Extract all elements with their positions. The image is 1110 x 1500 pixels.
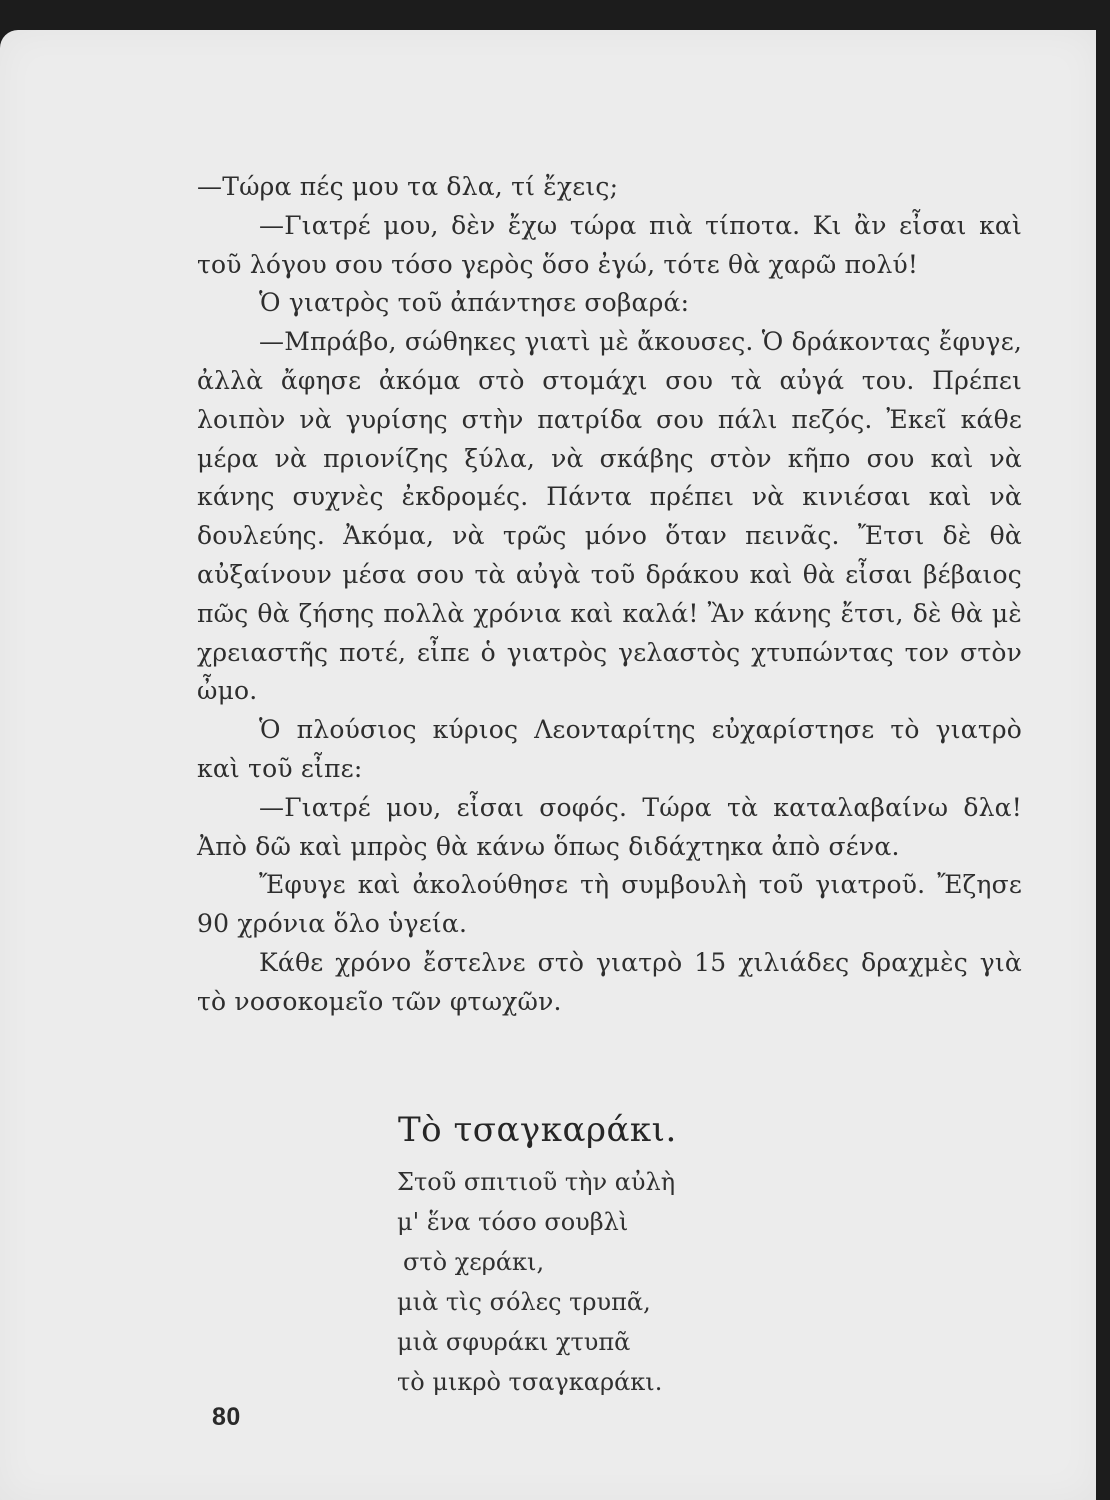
paragraph: —Γιατρέ μου, εἶσαι σοφός. Τώρα τὰ καταλαβαίνω δλα! Ἀπὸ δῶ καὶ μπρὸς θὰ κάνω ὅπως διδάχτηκα ἀπὸ σένα.	[197, 792, 1022, 861]
paragraph: —Μπράβο, σώθηκες γιατὶ μὲ ἄκουσες. Ὁ δράκοντας ἔφυγε, ἀλλὰ ἄφησε ἀκόμα στὸ στομάχι σου τὰ αὐγά του. Πρέπει λοιπὸν νὰ γυρίσης στὴν πατρίδα σου πάλι πεζός. Ἐκεῖ κάθε μέρα νὰ πριονίζης ξύλα, νὰ σκάβης στὸν κῆπο σου καὶ νὰ κάνης συχνὲς ἐκδρομές. Πάντα πρέπει νὰ κινιέσαι καὶ νὰ δουλεύης. Ἀκόμα, νὰ τρῶς μόνο ὅταν πεινᾶς. Ἔτσι δὲ θὰ αὐξαίνουν μέσα σου τὰ αὐγὰ τοῦ δράκου καὶ θὰ εἶσαι βέβαιος πῶς θὰ ζήσης πολλὰ χρόνια καὶ καλά! Ἂν κάνης ἔτσι, δὲ θὰ μὲ χρειαστῆς ποτέ, εἶπε ὁ γιατρὸς γελαστὸς χτυπώντας τον στὸν ὦμο.	[197, 327, 1022, 706]
book-page	[0, 30, 1096, 1500]
page-number: 80	[212, 1403, 241, 1431]
prose-text	[197, 168, 1022, 1022]
poem-line: μιὰ σφυράκι χτυπᾶ	[397, 1328, 631, 1356]
poem	[397, 1162, 675, 1402]
paragraph: Ὁ γιατρὸς τοῦ ἀπάντησε σοβαρά:	[259, 288, 690, 318]
poem-line: Στοῦ σπιτιοῦ τὴν αὐλὴ	[397, 1168, 676, 1196]
poem-line: μιὰ τὶς σόλες τρυπᾶ,	[397, 1288, 651, 1316]
paragraph: Ὁ πλούσιος κύριος Λεονταρίτης εὐχαρίστησε τὸ γιατρὸ καὶ τοῦ εἶπε:	[197, 715, 1022, 783]
poem-line: στὸ χεράκι,	[403, 1248, 545, 1276]
poem-line: μ' ἕνα τόσο σουβλὶ	[397, 1208, 629, 1236]
poem-line: τὸ μικρὸ τσαγκαράκι.	[397, 1368, 663, 1396]
paragraph: —Γιατρέ μου, δὲν ἔχω τώρα πιὰ τίποτα. Κι ἂν εἶσαι καὶ τοῦ λόγου σου τόσο γερὸς ὅσο ἐγώ, τότε θὰ χαρῶ πολύ!	[197, 210, 1022, 279]
poem-title: Τὸ τσαγκαράκι.	[398, 1110, 677, 1150]
paragraph: Ἔφυγε καὶ ἀκολούθησε τὴ συμβουλὴ τοῦ γιατροῦ. Ἔζησε 90 χρόνια ὅλο ὑγεία.	[197, 870, 1022, 939]
paragraph: —Τώρα πές μου τα δλα, τί ἔχεις;	[197, 172, 619, 201]
paragraph: Κάθε χρόνο ἔστελνε στὸ γιατρὸ 15 χιλιάδες δραχμὲς γιὰ τὸ νοσοκομεῖο τῶν φτωχῶν.	[197, 947, 1022, 1016]
